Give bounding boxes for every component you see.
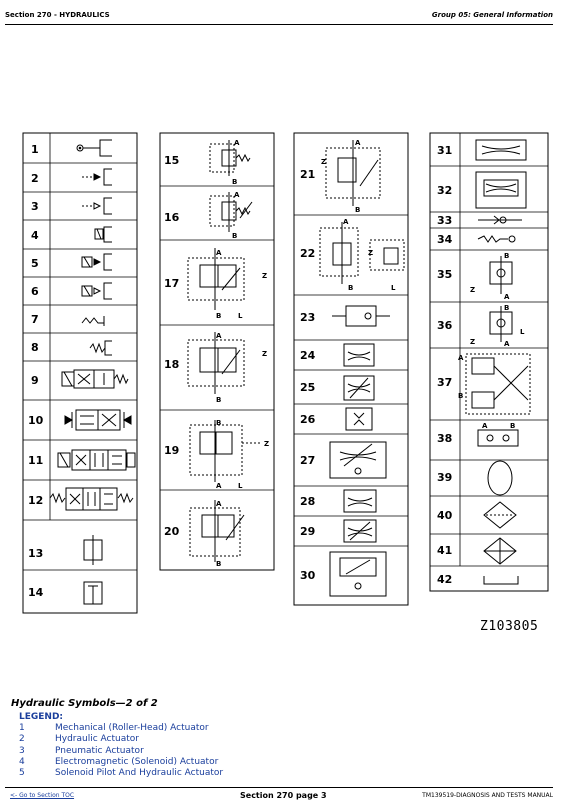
symbol-number: 13 xyxy=(28,547,44,560)
svg-text:B: B xyxy=(355,206,361,214)
symbol-number: 19 xyxy=(164,444,180,457)
column-3-symbols xyxy=(320,140,404,596)
svg-text:L: L xyxy=(520,328,525,336)
symbol-number: 20 xyxy=(164,525,180,538)
svg-text:B: B xyxy=(216,419,222,427)
symbol-number: 4 xyxy=(31,229,39,242)
svg-text:Z: Z xyxy=(321,158,327,166)
svg-text:A: A xyxy=(234,191,240,199)
page-number: Section 270 page 3 xyxy=(240,791,327,800)
symbol-number: 9 xyxy=(31,374,39,387)
symbol-number: 6 xyxy=(31,285,39,298)
svg-text:Z: Z xyxy=(470,286,476,294)
symbol-number: 16 xyxy=(164,211,180,224)
footer-rule xyxy=(5,787,553,788)
svg-text:A: A xyxy=(482,422,488,430)
symbol-number: 12 xyxy=(28,494,44,507)
group-title: Group 05: General Information xyxy=(431,11,553,19)
symbol-number: 8 xyxy=(31,341,39,354)
symbol-number: 5 xyxy=(31,257,39,270)
svg-text:B: B xyxy=(216,396,222,404)
symbol-number: 35 xyxy=(437,268,453,281)
symbol-number: 39 xyxy=(437,471,453,484)
svg-text:B: B xyxy=(216,560,222,568)
svg-text:B: B xyxy=(510,422,516,430)
symbol-number: 27 xyxy=(300,454,316,467)
svg-text:A: A xyxy=(504,340,510,348)
svg-text:A: A xyxy=(216,500,222,508)
symbol-number: 21 xyxy=(300,168,316,181)
svg-text:L: L xyxy=(238,312,243,320)
column-4-dividers xyxy=(430,133,548,566)
svg-text:A: A xyxy=(504,293,510,301)
column-2-symbols xyxy=(188,140,262,562)
svg-text:B: B xyxy=(458,392,464,400)
column-1-symbols xyxy=(50,140,135,604)
legend-item: 2 Hydraulic Actuator xyxy=(19,734,139,745)
symbol-number: 33 xyxy=(437,214,453,227)
svg-text:A: A xyxy=(343,218,349,226)
svg-text:Z: Z xyxy=(262,350,268,358)
symbol-number: 3 xyxy=(31,200,39,213)
symbol-number: 29 xyxy=(300,525,316,538)
manual-title: TM139519-DIAGNOSIS AND TESTS MANUAL xyxy=(422,792,553,799)
svg-text:B: B xyxy=(504,304,510,312)
symbol-number: 31 xyxy=(437,144,453,157)
svg-text:A: A xyxy=(216,249,222,257)
symbol-number: 42 xyxy=(437,573,453,586)
symbol-number: 40 xyxy=(437,509,453,522)
symbol-number: 17 xyxy=(164,277,180,290)
symbol-number: 41 xyxy=(437,544,453,557)
column-4-symbols xyxy=(466,140,530,584)
symbol-number: 11 xyxy=(28,454,44,467)
symbol-number: 10 xyxy=(28,414,44,427)
svg-text:B: B xyxy=(348,284,354,292)
symbol-number: 23 xyxy=(300,311,316,324)
svg-text:B: B xyxy=(216,312,222,320)
symbol-number: 22 xyxy=(300,247,316,260)
svg-text:A: A xyxy=(216,482,222,490)
symbol-number: 26 xyxy=(300,413,316,426)
svg-text:Z: Z xyxy=(262,272,268,280)
symbol-number: 38 xyxy=(437,432,453,445)
svg-text:A: A xyxy=(234,139,240,147)
svg-text:Z: Z xyxy=(264,440,270,448)
symbol-number: 34 xyxy=(437,233,453,246)
svg-text:L: L xyxy=(391,284,396,292)
svg-text:A: A xyxy=(355,139,361,147)
symbol-number: 30 xyxy=(300,569,316,582)
legend-item: 4 Electromagnetic (Solenoid) Actuator xyxy=(19,756,219,767)
section-title: Section 270 - HYDRAULICS xyxy=(5,11,110,19)
symbol-number: 1 xyxy=(31,143,39,156)
symbol-number: 14 xyxy=(28,586,44,599)
symbol-number: 24 xyxy=(300,349,316,362)
figure-id: Z103805 xyxy=(480,619,539,634)
legend-list xyxy=(19,723,223,779)
svg-text:B: B xyxy=(232,178,238,186)
svg-text:Z: Z xyxy=(470,338,476,346)
svg-text:A: A xyxy=(458,354,464,362)
legend-title: LEGEND: xyxy=(19,712,64,722)
symbol-number: 36 xyxy=(437,319,453,332)
legend-item: 3 Pneumatic Actuator xyxy=(19,745,144,756)
svg-text:B: B xyxy=(232,232,238,240)
legend-item: 5 Solenoid Pilot And Hydraulic Actuator xyxy=(19,768,224,779)
figure-caption: Hydraulic Symbols—2 of 2 xyxy=(11,698,158,709)
svg-text:B: B xyxy=(504,252,510,260)
symbol-number: 15 xyxy=(164,154,180,167)
symbol-number: 28 xyxy=(300,495,316,508)
symbol-number: 37 xyxy=(437,376,453,389)
symbol-number: 25 xyxy=(300,381,316,394)
section-toc-link[interactable]: <- Go to Section TOC xyxy=(10,792,75,799)
symbol-number: 18 xyxy=(164,358,180,371)
legend-item: 1 Mechanical (Roller-Head) Actuator xyxy=(19,723,209,733)
symbol-number: 7 xyxy=(31,313,39,326)
svg-text:Z: Z xyxy=(368,249,374,257)
symbol-number: 32 xyxy=(437,184,453,197)
symbol-number: 2 xyxy=(31,172,39,185)
svg-text:A: A xyxy=(216,332,222,340)
svg-text:L: L xyxy=(238,482,243,490)
